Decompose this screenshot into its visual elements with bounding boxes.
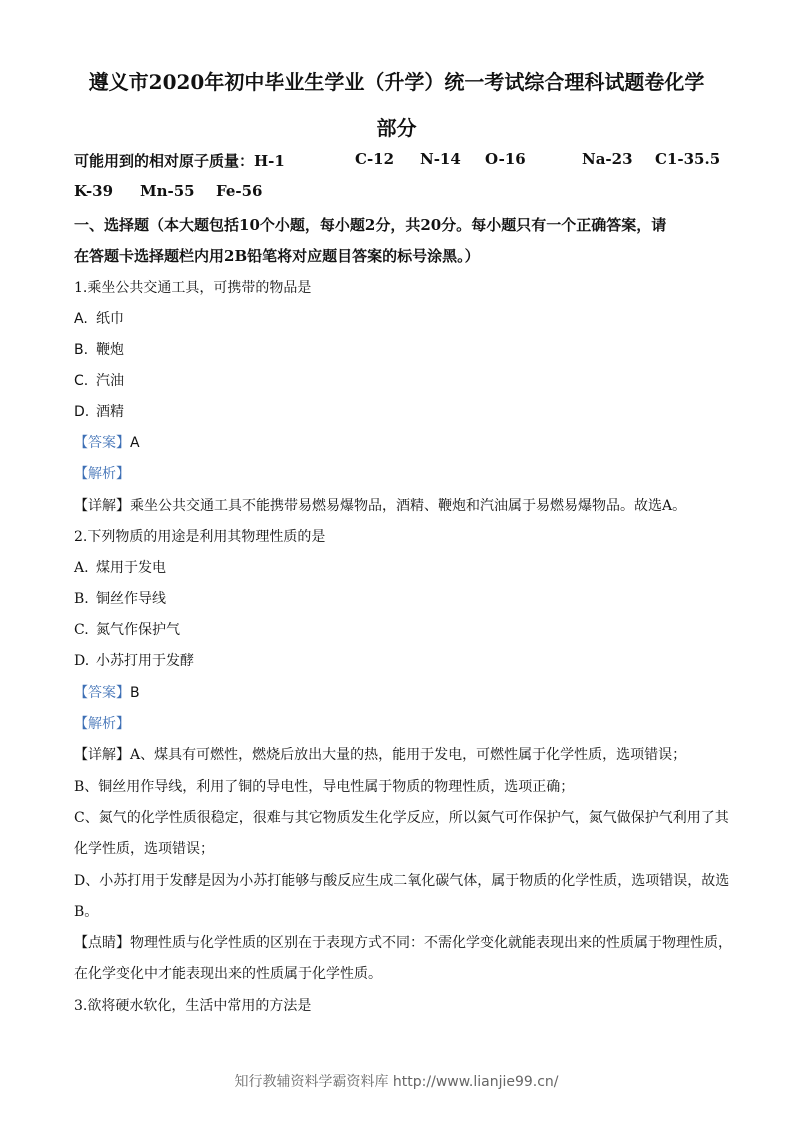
q2-comment-label: 【点睛】 <box>74 935 130 951</box>
q2-comment-line2: 在化学变化中才能表现出来的性质属于化学性质。 <box>74 966 382 982</box>
q2-option-a-text: 煤用于发电 <box>96 560 166 576</box>
q2-answer-value: B <box>130 685 140 701</box>
q2-option-a-key: A. <box>74 560 89 576</box>
q2-answer <box>74 682 140 702</box>
q2-detail-line2: B、铜丝用作导线，利用了铜的导电性，导电性属于物质的物理性质，选项正确； <box>74 779 575 795</box>
atomic-mass-fe: Fe-56 <box>216 182 263 200</box>
q1-option-b <box>74 339 124 359</box>
q2-analysis-label: 【解析】 <box>74 716 130 732</box>
q1-detail <box>74 495 686 515</box>
q2-detail-line1 <box>74 744 686 764</box>
q2-option-c-text: 氮气作保护气 <box>96 622 180 638</box>
section-header-line2: 在答题卡选择题栏内用2B铅笔将对应题目答案的标号涂黑。） <box>74 247 480 265</box>
q2-detail-line3: C、氮气的化学性质很稳定，很难与其它物质发生化学反应，所以氮气可作保护气，氮气做保护气利用了其 <box>74 810 729 826</box>
q1-option-a-key: A. <box>74 311 88 327</box>
q1-option-c-key: C. <box>74 373 89 389</box>
page-title-line1: 遵义市2020年初中毕业生学业（升学）统一考试综合理科试题卷化学 <box>88 70 705 94</box>
q2-option-b-key: B. <box>74 591 89 607</box>
q1-answer-label: 【答案】 <box>74 435 130 451</box>
q1-option-c <box>74 370 124 390</box>
q2-option-a <box>74 557 166 577</box>
q1-option-d <box>74 401 124 421</box>
q2-detail-line6: B。 <box>74 904 99 920</box>
q2-comment-line1 <box>74 932 732 952</box>
q1-option-b-text: 鞭炮 <box>96 342 124 358</box>
q2-detail-line4: 化学性质，选项错误； <box>74 841 214 857</box>
q3-stem: 3.欲将硬水软化，生活中常用的方法是 <box>74 998 312 1014</box>
q1-detail-label: 【详解】 <box>74 498 130 514</box>
q1-option-d-text: 酒精 <box>96 404 124 420</box>
q1-option-d-key: D. <box>74 404 90 420</box>
atomic-mass-o: O-16 <box>485 150 526 168</box>
atomic-mass-cl: C1-35.5 <box>655 150 721 168</box>
q2-option-d <box>74 650 194 670</box>
q2-stem: 2.下列物质的用途是利用其物理性质的是 <box>74 529 326 545</box>
q2-answer-label: 【答案】 <box>74 685 130 701</box>
q1-option-c-text: 汽油 <box>96 373 124 389</box>
atomic-mass-c: C-12 <box>355 150 395 168</box>
q1-detail-text: 乘坐公共交通工具不能携带易燃易爆物品，酒精、鞭炮和汽油属于易燃易爆物品。故选A。 <box>130 498 687 514</box>
atomic-mass-label: 可能用到的相对原子质量：H-1 <box>74 152 285 170</box>
q2-option-b <box>74 588 166 608</box>
q1-answer <box>74 432 140 452</box>
q2-detail-text-1: A、煤具有可燃性，燃烧后放出大量的热，能用于发电，可燃性属于化学性质，选项错误； <box>130 747 687 763</box>
q2-option-c-key: C. <box>74 622 89 638</box>
atomic-mass-n: N-14 <box>420 150 461 168</box>
q1-analysis-label: 【解析】 <box>74 466 130 482</box>
q1-option-a <box>74 308 124 328</box>
q1-answer-value: A <box>130 435 140 451</box>
atomic-mass-na: Na-23 <box>582 150 633 168</box>
q2-comment-text-1: 物理性质与化学性质的区别在于表现方式不同：不需化学变化就能表现出来的性质属于物理性质， <box>130 935 732 951</box>
q1-stem: 1.乘坐公共交通工具，可携带的物品是 <box>74 280 312 296</box>
q2-option-d-key: D. <box>74 653 90 669</box>
q2-option-b-text: 铜丝作导线 <box>96 591 166 607</box>
q1-option-a-text: 纸巾 <box>96 311 124 327</box>
atomic-mass-k: K-39 <box>74 182 114 200</box>
q2-option-c <box>74 619 180 639</box>
q2-option-d-text: 小苏打用于发酵 <box>96 653 194 669</box>
q2-detail-label: 【详解】 <box>74 747 130 763</box>
section-header-line1: 一、选择题（本大题包括10个小题，每小题2分，共20分。每小题只有一个正确答案，请 <box>74 216 667 234</box>
page-footer: 知行教辅资料学霸资料库 http://www.lianjie99.cn/ <box>234 1074 559 1090</box>
q1-option-b-key: B. <box>74 342 89 358</box>
q2-detail-line5: D、小苏打用于发酵是因为小苏打能够与酸反应生成二氧化碳气体，属于物质的化学性质，选项错误，故选 <box>74 873 730 889</box>
atomic-mass-mn: Mn-55 <box>140 182 195 200</box>
page-title-line2: 部分 <box>376 116 417 140</box>
